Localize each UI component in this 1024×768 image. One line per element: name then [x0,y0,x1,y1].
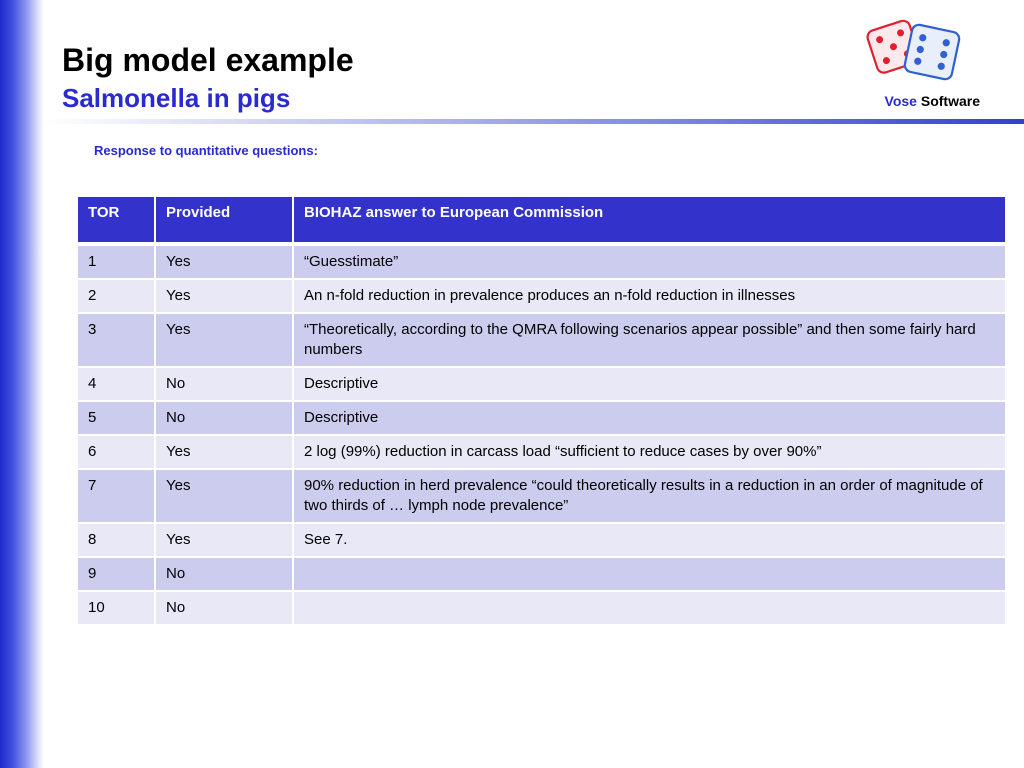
section-label: Response to quantitative questions: [94,143,318,158]
table-cell-tor: 7 [77,469,155,523]
column-header-tor: TOR [77,196,155,244]
column-header-answer: BIOHAZ answer to European Commission [293,196,1006,244]
table-cell-answer: “Guesstimate” [293,244,1006,279]
left-gradient-band [0,0,44,768]
table-cell-provided: No [155,591,293,625]
table-row [77,401,1006,435]
table-cell-answer: Descriptive [293,401,1006,435]
table-row [77,557,1006,591]
table-cell-tor: 9 [77,557,155,591]
column-header-provided: Provided [155,196,293,244]
table-cell-provided: Yes [155,435,293,469]
logo-text [852,92,980,110]
table-cell-answer [293,591,1006,625]
table-row [77,523,1006,557]
table-cell-answer: 2 log (99%) reduction in carcass load “sufficient to reduce cases by over 90%” [293,435,1006,469]
table-cell-provided: No [155,557,293,591]
table-cell-tor: 3 [77,313,155,367]
table-row [77,244,1006,279]
table-cell-provided: Yes [155,279,293,313]
slide-title: Big model example [62,42,354,78]
table-cell-tor: 1 [77,244,155,279]
table-row [77,591,1006,625]
table-cell-answer: Descriptive [293,367,1006,401]
table-row [77,313,1006,367]
table-cell-answer: An n-fold reduction in prevalence produces an n-fold reduction in illnesses [293,279,1006,313]
table-cell-tor: 2 [77,279,155,313]
tor-response-table [76,195,1007,626]
table-cell-tor: 4 [77,367,155,401]
slide-subtitle: Salmonella in pigs [62,83,291,113]
header-divider [44,119,1024,124]
table-cell-provided: No [155,367,293,401]
table-row [77,469,1006,523]
table-cell-provided: Yes [155,469,293,523]
table-cell-provided: No [155,401,293,435]
table-cell-tor: 5 [77,401,155,435]
table-cell-answer: “Theoretically, according to the QMRA following scenarios appear possible” and then some fairly hard numbers [293,313,1006,367]
table-cell-tor: 10 [77,591,155,625]
table-cell-answer: See 7. [293,523,1006,557]
table-cell-provided: Yes [155,244,293,279]
dice-icon [866,12,970,92]
table-cell-provided: Yes [155,313,293,367]
table-cell-tor: 6 [77,435,155,469]
table-cell-provided: Yes [155,523,293,557]
table-cell-tor: 8 [77,523,155,557]
table-row [77,367,1006,401]
logo-text-software: Software [920,93,980,109]
table-row [77,435,1006,469]
table-header-row [77,196,1006,244]
table-cell-answer [293,557,1006,591]
vose-software-logo [852,10,992,114]
table-cell-answer: 90% reduction in herd prevalence “could theoretically results in a reduction in an order of magnitude of two thirds of … lymph node prevalence” [293,469,1006,523]
logo-text-vose: Vose [884,93,917,109]
table-row [77,279,1006,313]
